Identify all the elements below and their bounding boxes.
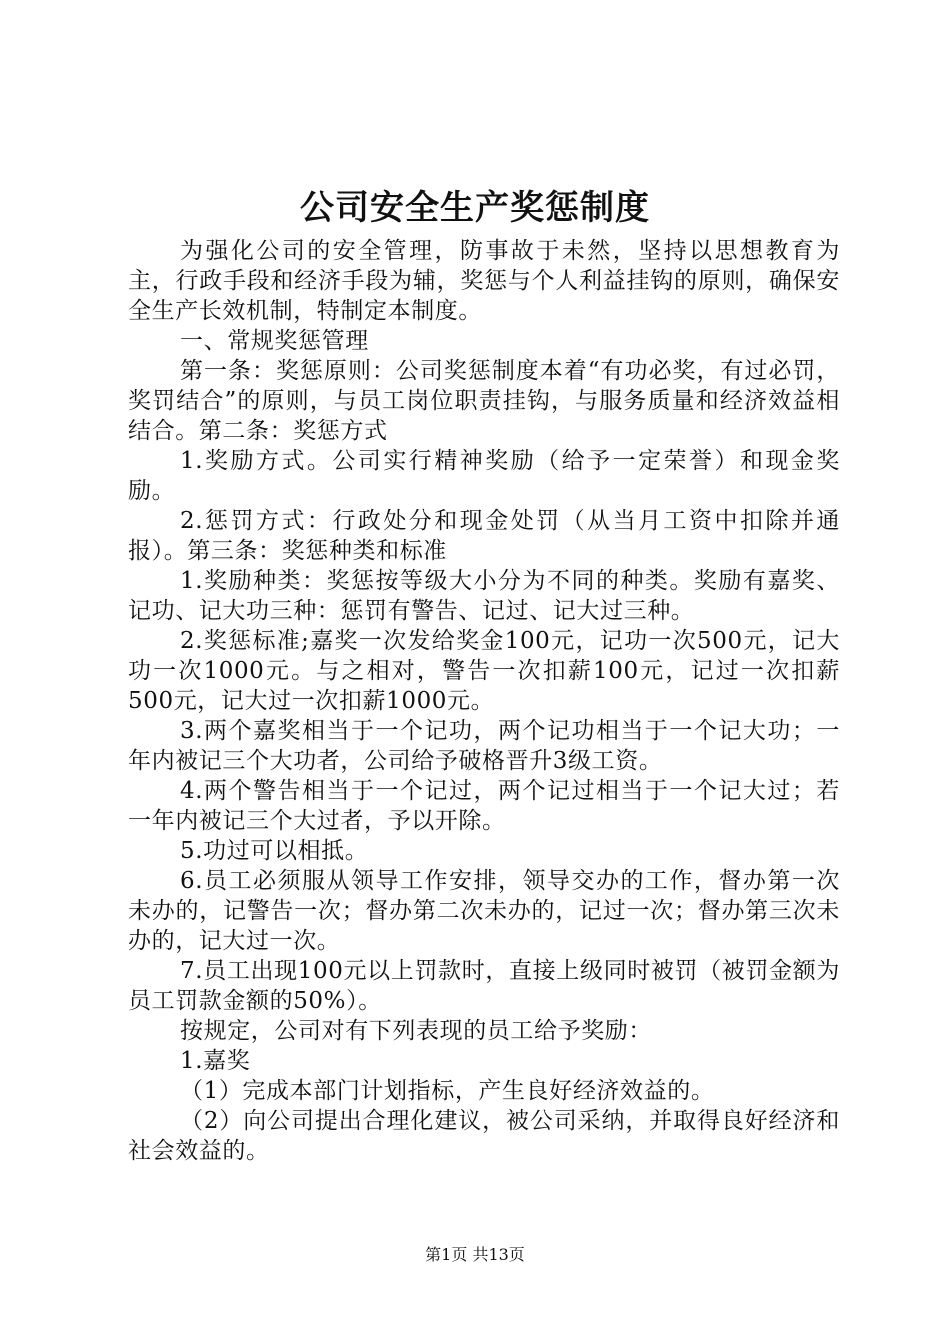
paragraph: 7.员工出现100元以上罚款时，直接上级同时被罚（被罚金额为员工罚款金额的50%）。 bbox=[128, 958, 840, 1014]
list-item: （1）完成本部门计划指标，产生良好经济效益的。 bbox=[180, 1078, 715, 1104]
document-body bbox=[128, 236, 840, 1166]
paragraph: 4.两个警告相当于一个记过，两个记过相当于一个记大过；若一年内被记三个大过者，予以开除。 bbox=[128, 778, 840, 834]
list-heading: 1.嘉奖 bbox=[180, 1048, 251, 1074]
paragraph: 1.奖励方式。公司实行精神奖励（给予一定荣誉）和现金奖励。 bbox=[128, 448, 840, 504]
document-title: 公司安全生产奖惩制度 bbox=[300, 188, 650, 228]
paragraph: 5.功过可以相抵。 bbox=[180, 838, 369, 864]
paragraph: 2.惩罚方式：行政处分和现金处罚（从当月工资中扣除并通报）。第三条：奖惩种类和标准 bbox=[128, 508, 840, 564]
paragraph: 第一条：奖惩原则：公司奖惩制度本着“有功必奖，有过必罚，奖罚结合”的原则，与员工岗位职责挂钩，与服务质量和经济效益相结合。第二条：奖惩方式 bbox=[128, 358, 840, 444]
paragraph: 1.奖励种类：奖惩按等级大小分为不同的种类。奖励有嘉奖、记功、记大功三种：惩罚有警告、记过、记大过三种。 bbox=[128, 568, 840, 624]
page-number-footer: 第1页 共13页 bbox=[425, 1245, 525, 1264]
paragraph: 为强化公司的安全管理，防事故于未然，坚持以思想教育为主，行政手段和经济手段为辅，奖惩与个人利益挂钩的原则，确保安全生产长效机制，特制定本制度。 bbox=[128, 238, 840, 324]
list-item: （2）向公司提出合理化建议，被公司采纳，并取得良好经济和社会效益的。 bbox=[128, 1108, 840, 1164]
paragraph: 6.员工必须服从领导工作安排，领导交办的工作，督办第一次未办的，记警告一次；督办第二次未办的，记过一次；督办第三次未办的，记大过一次。 bbox=[128, 868, 840, 954]
paragraph: 2.奖惩标准;嘉奖一次发给奖金100元，记功一次500元，记大功一次1000元。与之相对，警告一次扣薪100元，记过一次扣薪500元，记大过一次扣薪1000元。 bbox=[128, 628, 840, 714]
section-heading: 一、常规奖惩管理 bbox=[180, 328, 369, 354]
paragraph: 按规定，公司对有下列表现的员工给予奖励： bbox=[180, 1018, 652, 1044]
paragraph: 3.两个嘉奖相当于一个记功，两个记功相当于一个记大功；一年内被记三个大功者，公司给予破格晋升3级工资。 bbox=[128, 718, 840, 774]
